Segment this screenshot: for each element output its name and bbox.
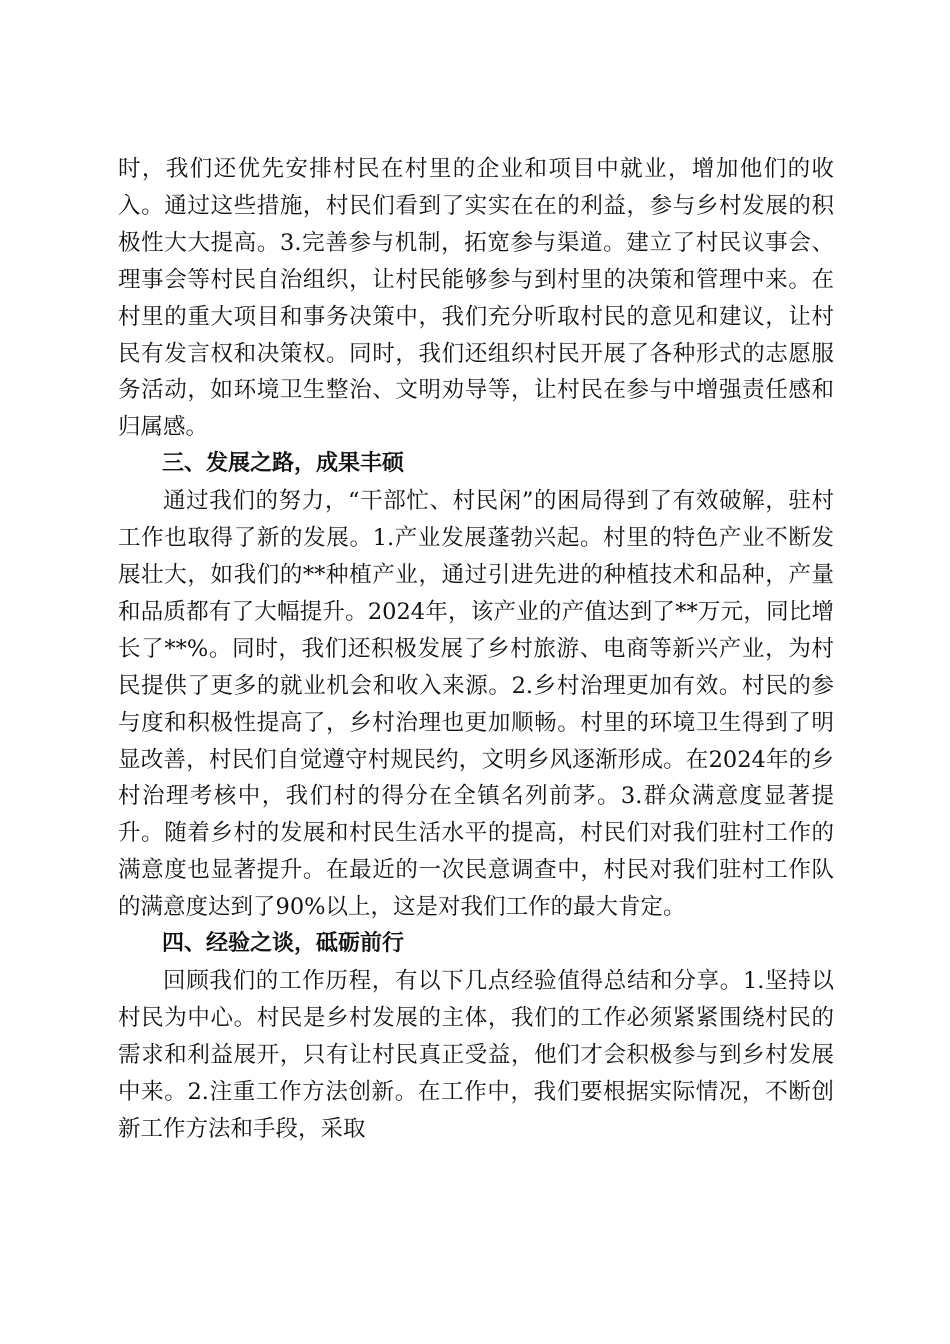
section-3-paragraph: 通过我们的努力，“干部忙、村民闲”的困局得到了有效破解，驻村工作也取得了新的发展。1.产业发展蓬勃兴起。村里的特色产业不断发展壮大，如我们的**种植产业，通过引进先进的种植技术和品种，产量和品质都有了大幅提升。2024年，该产业的产值达到了**万元，同比增长了**%。同时，我们还积极发展了乡村旅游、电商等新兴产业，为村民提供了更多的就业机会和收入来源。2.乡村治理更加有效。村民的参与度和积极性提高了，乡村治理也更加顺畅。村里的环境卫生得到了明显改善，村民们自觉遵守村规民约，文明乡风逐渐形成。在2024年的乡村治理考核中，我们村的得分在全镇名列前茅。3.群众满意度显著提升。随着乡村的发展和村民生活水平的提高，村民们对我们驻村工作的满意度也显著提升。在最近的一次民意调查中，村民对我们驻村工作队的满意度达到了90%以上，这是对我们工作的最大肯定。: [118, 488, 834, 921]
document-body: [118, 151, 834, 1147]
paragraph-continued: 时，我们还优先安排村民在村里的企业和项目中就业，增加他们的收入。通过这些措施，村民们看到了实实在在的利益，参与乡村发展的积极性大大提高。3.完善参与机制，拓宽参与渠道。建立了村民议事会、理事会等村民自治组织，让村民能够参与到村里的决策和管理中来。在村里的重大项目和事务决策中，我们充分听取村民的意见和建议，让村民有发言权和决策权。同时，我们还组织村民开展了各种形式的志愿服务活动，如环境卫生整治、文明劝导等，让村民在参与中增强责任感和归属感。: [118, 156, 834, 441]
section-heading-3: 三、发展之路，成果丰硕: [162, 451, 405, 477]
section-heading-4: 四、经验之谈，砥砺前行: [162, 931, 405, 957]
section-4-paragraph: 回顾我们的工作历程，有以下几点经验值得总结和分享。1.坚持以村民为中心。村民是乡村发展的主体，我们的工作必须紧紧围绕村民的需求和利益展开，只有让村民真正受益，他们才会积极参与到乡村发展中来。2.注重工作方法创新。在工作中，我们要根据实际情况，不断创新工作方法和手段，采取: [118, 967, 834, 1142]
